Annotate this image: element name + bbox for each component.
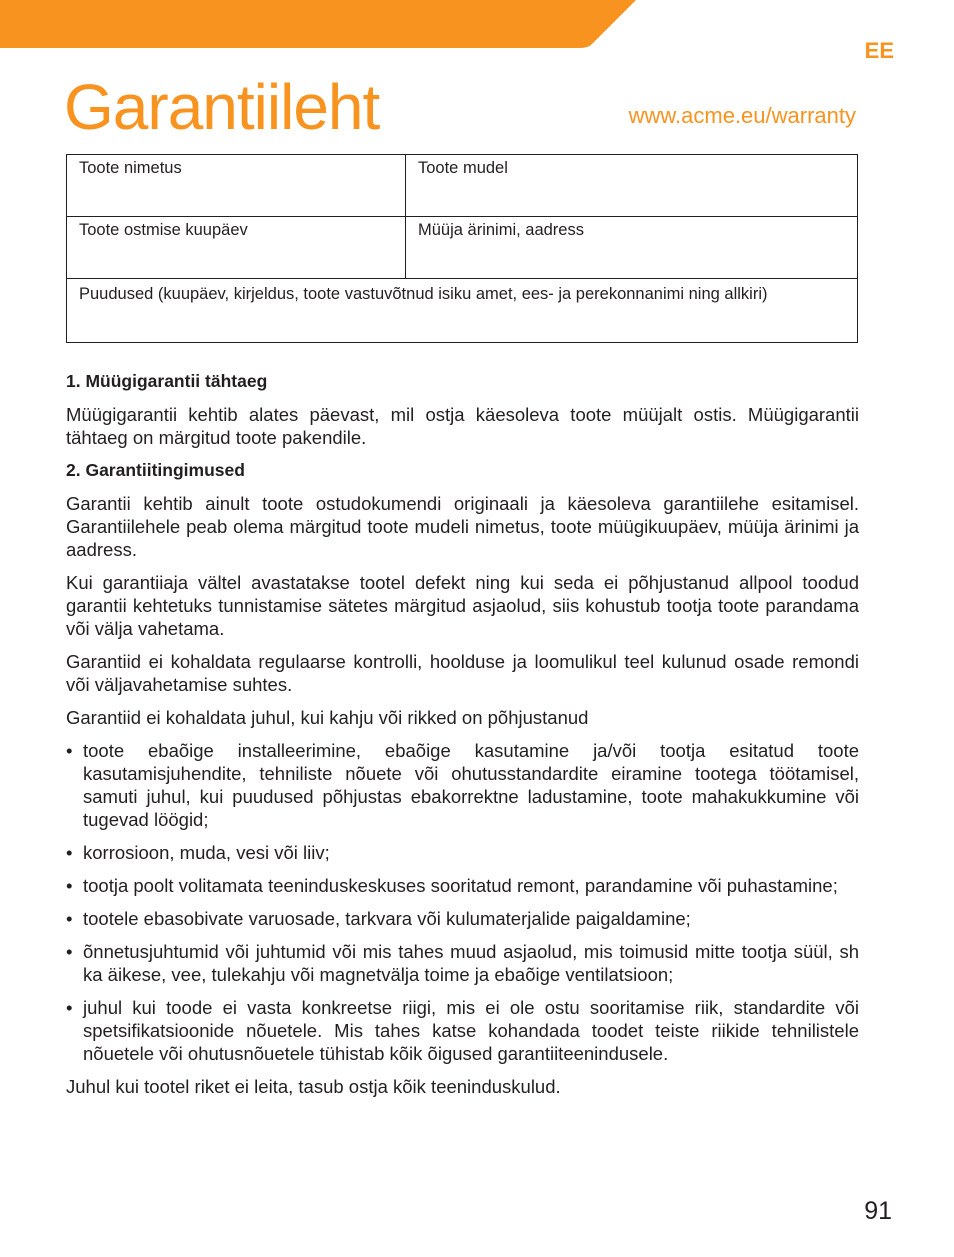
- list-item-text: tootele ebasobivate varuosade, tarkvara või kulumaterjalide paigaldamine;: [83, 908, 691, 929]
- paragraph: Juhul kui tootel riket ei leita, tasub ostja kõik teeninduskulud.: [66, 1076, 561, 1097]
- bullet-icon: •: [66, 908, 73, 929]
- list-item-text: toote ebaõige installeerimine, ebaõige kasutamine ja/või tootja esitatud toote kasutamisjuhendite, tehniliste nõuete või ohutusstandardite eiramine tootega töötamisel, samuti juhul, kui puudused põhjustas ebakorrektne ladustamine, toote mahakukkumine või tugevad löögid;: [83, 740, 859, 830]
- paragraph: Garantiid ei kohaldata juhul, kui kahju või rikked on põhjustanud: [66, 707, 589, 728]
- language-tag: EE: [864, 38, 894, 63]
- paragraph: Kui garantiiaja vältel avastatakse tootel defekt ning kui seda ei põhjustanud allpool toodud garantii kehtetuks tunnistamise sätetes märgitud asjaolud, siis kohustub tootja toote parandama või välja vahetama.: [66, 572, 859, 639]
- page-title: Garantiileht: [64, 71, 380, 143]
- paragraph: Garantii kehtib ainult toote ostudokumendi originaali ja käesoleva garantiilehe esitamisel. Garantiilehele peab olema märgitud toote mudeli nimetus, toote müügikuupäev, müüja ärinimi ja aadress.: [66, 493, 859, 560]
- section-heading: 1. Müügigarantii tähtaeg: [66, 371, 268, 391]
- list-item: [66, 907, 859, 930]
- bullet-icon: •: [66, 875, 73, 896]
- exclusion-list: [66, 739, 859, 1065]
- warranty-form-table: [66, 154, 858, 343]
- table-row: [67, 217, 858, 279]
- section-heading: 2. Garantiitingimused: [66, 460, 245, 480]
- seller-field[interactable]: Müüja ärinimi, aadress: [406, 217, 858, 279]
- list-item-text: korrosioon, muda, vesi või liiv;: [83, 842, 330, 863]
- product-model-field[interactable]: Toote mudel: [406, 155, 858, 217]
- list-item-text: õnnetusjuhtumid või juhtumid või mis tahes muud asjaolud, mis toimusid mitte tootja süül, sh ka äikese, vee, tulekahju või magnetvälja toime ja ebaõige ventilatsioon;: [83, 941, 859, 985]
- warranty-content: [66, 370, 859, 1108]
- page-number: 91: [864, 1197, 892, 1225]
- bullet-icon: •: [66, 941, 73, 962]
- product-name-field[interactable]: Toote nimetus: [67, 155, 406, 217]
- list-item: [66, 874, 859, 897]
- defects-field[interactable]: Puudused (kuupäev, kirjeldus, toote vastuvõtnud isiku amet, ees- ja perekonnanimi ning allkiri): [67, 279, 858, 343]
- paragraph: Müügigarantii kehtib alates päevast, mil ostja käesoleva toote müüjalt ostis. Müügigarantii tähtaeg on märgitud toote pakendile.: [66, 404, 859, 448]
- list-item: [66, 940, 859, 986]
- paragraph: Garantiid ei kohaldata regulaarse kontrolli, hoolduse ja loomulikul teel kulunud osade remondi või väljavahetamise suhtes.: [66, 651, 859, 695]
- list-item-text: juhul kui toode ei vasta konkreetse riigi, mis ei ole ostu sooritamise riik, standardite või spetsifikatsioonide nõuetele. Mis tahes katse kohandada toodet teiste riikide tehnilistele nõuetele või ohutusnõuetele tühistab kõik õigused garantiiteenindusele.: [83, 997, 859, 1064]
- bullet-icon: •: [66, 997, 73, 1018]
- list-item: [66, 996, 859, 1065]
- table-row: [67, 155, 858, 217]
- bullet-icon: •: [66, 842, 73, 863]
- list-item: [66, 841, 859, 864]
- warranty-url[interactable]: www.acme.eu/warranty: [628, 103, 856, 128]
- header-orange-bar: [0, 0, 640, 48]
- purchase-date-field[interactable]: Toote ostmise kuupäev: [67, 217, 406, 279]
- list-item: [66, 739, 859, 831]
- table-row: [67, 279, 858, 343]
- list-item-text: tootja poolt volitamata teeninduskeskuses sooritatud remont, parandamine või puhastamine;: [83, 875, 838, 896]
- bullet-icon: •: [66, 740, 73, 761]
